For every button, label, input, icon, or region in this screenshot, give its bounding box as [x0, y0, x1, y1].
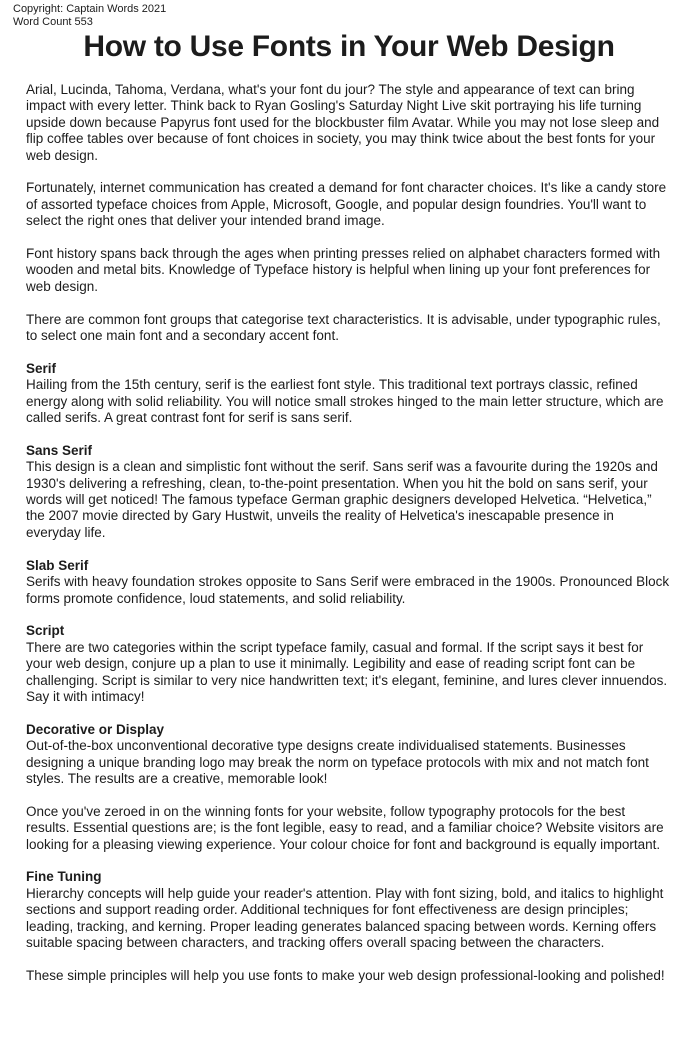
document-body	[0, 63, 698, 984]
section-heading-slab-serif: Slab Serif	[26, 557, 89, 573]
font-groups-paragraph-block	[26, 312, 672, 345]
section-heading-sans-serif: Sans Serif	[26, 442, 93, 458]
paragraph-fine-tuning: Hierarchy concepts will help guide your reader's attention. Play with font sizing, bold, and italics to highlight sections and support reading order. Additional techniques for font effectiveness are design principles; leading, tracking, and kerning. Proper leading generates balanced spacing between words. Kerning offers suitable spacing between characters, and tracking offers overall spacing between the characters.	[26, 885, 664, 950]
paragraph-font-groups: There are common font groups that categorise text characteristics. It is advisable, under typographic rules, to select one main font and a secondary accent font.	[26, 311, 661, 344]
paragraph-script: There are two categories within the script typeface family, casual and formal. If the script says it best for your web design, conjure up a plan to use it minimally. Legibility and ease of reading script font can be challenging. Script is similar to very nice handwritten text; it's elegant, feminine, and lures clever innuendos. Say it with intimacy!	[26, 639, 668, 704]
section-heading-serif: Serif	[26, 360, 57, 376]
section-fine-tuning	[26, 869, 672, 951]
section-heading-decorative-or-display: Decorative or Display	[26, 721, 165, 737]
paragraph-font-choices: Fortunately, internet communication has created a demand for font character choices. It's like a candy store of assorted typeface choices from Apple, Microsoft, Google, and popular design foundries. You'll want to select the right ones that deliver your intended brand image.	[26, 180, 667, 229]
intro-paragraph-block	[26, 82, 672, 164]
closing-paragraph-block	[26, 968, 672, 984]
section-slab-serif	[26, 558, 672, 607]
section-heading-fine-tuning: Fine Tuning	[26, 869, 102, 885]
section-serif	[26, 361, 672, 427]
font-history-paragraph-block	[26, 246, 672, 295]
typography-protocols-paragraph-block	[26, 804, 672, 853]
word-count-line: Word Count 553	[13, 15, 93, 28]
paragraph-decorative-or-display: Out-of-the-box unconventional decorative type designs create individualised statements. Businesses designing a unique branding logo may break the norm on typeface protocols with mix and not match font styles. The results are a creative, memorable look!	[26, 738, 649, 786]
section-decorative-or-display	[26, 722, 672, 788]
document-header	[0, 0, 698, 28]
paragraph-sans-serif: This design is a clean and simplistic font without the serif. Sans serif was a favourite during the 1920s and 1930's delivering a refreshing, clean, to-the-point presentation. When you hit the bold on sans serif, your words will get noticed! The famous typeface German graphic designers developed Helvetica. “Helvetica,” the 2007 movie directed by Gary Hustwit, unveils the reality of Helvetica's inescapable presence in everyday life.	[26, 459, 658, 540]
section-script	[26, 623, 672, 705]
paragraph-typography-protocols: Once you've zeroed in on the winning fonts for your website, follow typography protocols for the best results. Essential questions are; is the font legible, easy to read, and a familiar choice? Website visitors are looking for a pleasing viewing experience. Your colour choice for font and background is equally important.	[26, 803, 664, 852]
page-title: How to Use Fonts in Your Web Design	[83, 30, 615, 63]
copyright-line: Copyright: Captain Words 2021	[13, 3, 167, 15]
paragraph-font-history: Font history spans back through the ages when printing presses relied on alphabet characters formed with wooden and metal bits. Knowledge of Typeface history is helpful when lining up your font preferences for web design.	[26, 246, 661, 294]
font-choices-paragraph-block	[26, 180, 672, 229]
section-heading-script: Script	[26, 623, 65, 639]
paragraph-intro: Arial, Lucinda, Tahoma, Verdana, what's your font du jour? The style and appearance of text can bring impact with every letter. Think back to Ryan Gosling's Saturday Night Live skit portraying his life turning upside down because Papyrus font used for the blockbuster film Avatar. While you may not lose sleep and flip coffee tables over because of font choices in society, you may think twice about the best fonts for your web design.	[26, 82, 660, 163]
paragraph-slab-serif: Serifs with heavy foundation strokes opposite to Sans Serif were embraced in the 1900s. Pronounced Block forms promote confidence, loud statements, and solid reliability.	[26, 574, 670, 606]
paragraph-closing: These simple principles will help you use fonts to make your web design professional-looking and polished!	[26, 967, 665, 983]
paragraph-serif: Hailing from the 15th century, serif is the earliest font style. This traditional text portrays classic, refined energy along with solid reliability. You will notice small strokes hinged to the main letter structure, which are called serifs. A great contrast font for serif is sans serif.	[26, 377, 664, 426]
section-sans-serif	[26, 443, 672, 541]
